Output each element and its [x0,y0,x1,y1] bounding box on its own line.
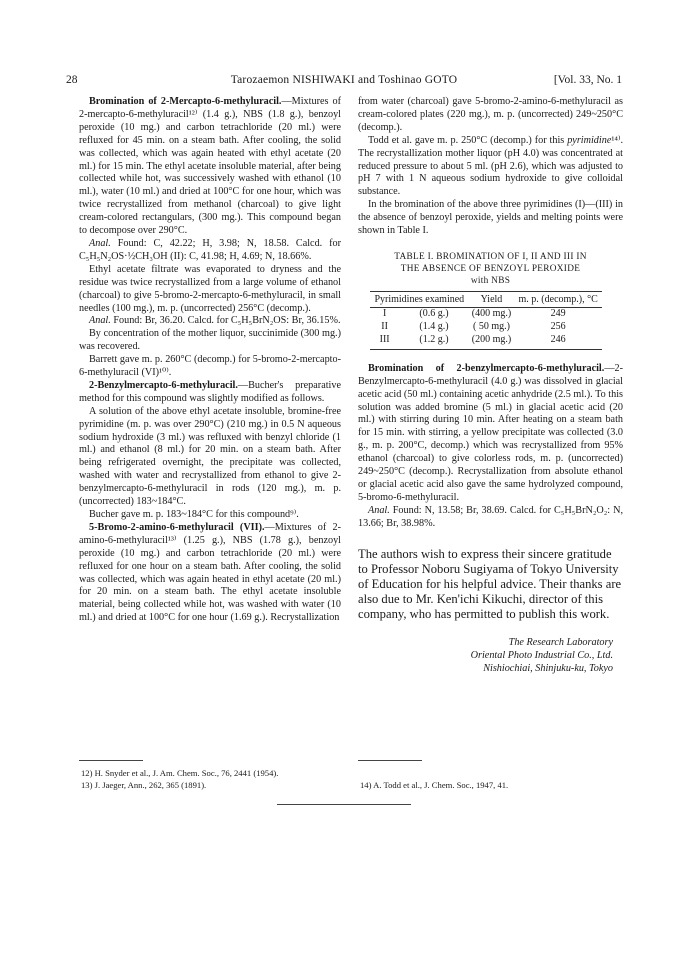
table-row: I (0.6 g.) (400 mg.) 249 [382,308,566,320]
running-title: Tarozaemon NISHIWAKI and Toshinao GOTO [230,74,458,86]
footnotes-left [81,768,343,791]
volume-info: [Vol. 33, No. 1 [553,74,622,86]
section-heading: Bromination of 2-benzylmercapto-6-methyluracil. [368,362,605,374]
paragraph: Ethyl acetate filtrate was evaporated to dryness and the residue was twice recrystallized from a large volume of ethanol (charcoal) to give 5-bromo-2-mercapto-6-methyluracil, in small needles (100 mg.), m. p. (uncorrected) 256°C (decomp.). [79,263,341,314]
section-heading: Bromination of 2-Mercapto-6-methyluracil. [89,96,282,107]
paragraph: A solution of the above ethyl acetate insoluble, bromine-free pyrimidine (m. p. was over 290°C) (210 mg.) in 0.5 N aqueous sodium hydroxide (3 ml.) was refluxed with benzyl chloride (1 ml.) and ethanol (8 ml.) for 20 min. on a steam bath. After being refrigerated overnight, the precipitate was collected, washed with water and recrystallized from ethanol to give 2-benzylmercapto-6-methyluracil in rods (120 mg.), m. p. (uncorrected) 183~184°C. [79,405,341,508]
affiliation: The Research Laboratory Oriental Photo Industrial Co., Ltd. Nishiochiai, Shinjuku-ku, Tokyo [470,637,613,675]
column-header: Pyrimidines examined [370,291,469,308]
section-heading: 2-Benzylmercapto-6-methyluracil. [89,379,238,391]
paragraph: Anal. Found: Br, 36.20. Calcd. for C₅H₅BrN₂OS: Br, 36.15%. [89,315,341,327]
acknowledgement: The authors wish to express their sincere gratitude to Professor Noboru Sugiyama of Tokyo University of Education for his helpful advice. Their thanks are also due to Mr. Ken'ichi Kikuchi, director of this company, who has permitted to publish this work. [358,546,622,622]
paragraph: from water (charcoal) gave 5-bromo-2-amino-6-methyluracil as cream-colored plates (220 mg.), m. p. (uncorrected) 249~250°C (decomp.). [358,96,623,133]
data-table [370,291,602,350]
end-rule [277,804,411,805]
column-header: m. p. (decomp.), °C [514,291,602,308]
paragraph: Bromination of 2-Mercapto-6-methyluracil.—Mixtures of 2-mercapto-6-methyluracil¹²⁾ (1.4 g.), NBS (1.8 g.), benzoyl peroxide (10 mg.) and carbon tetrachloride (20 ml.) were refluxed for 45 min. on a steam bath. After cooling, the solid was collected, which was again heated with ethyl acetate (20 ml.) for 15 min. The ethyl acetate insoluble material, after being collected while hot, was successively washed with ethanol (10 ml.), water (10 ml.) and dried at 100°C for one hour, which was twice recrystallized from methanol (charcoal) to give light cream-colored rectangulars, (300 mg.). This compound began to decompose over 290°C. [79,96,341,237]
column-header: Yield [469,291,515,308]
table-row: II (1.4 g.) ( 50 mg.) 256 [381,321,566,333]
paragraph: Anal. Found: N, 13.58; Br, 38.69. Calcd. for C₅H₅BrN₂O₂: N, 13.66; Br, 38.98%. [358,504,623,529]
table-header-row [370,291,602,308]
paragraph: By concentration of the mother liquor, succinimide (300 mg.) was recovered. [79,328,341,353]
paragraph: Todd et al. gave m. p. 250°C (decomp.) for this pyrimidine¹⁴⁾. The recrystallization mother liquor (pH 4.0) was concentrated at reduced pressure to about 5 ml. (pH 2.6), which was adjusted to pH 7 with 1 N aqueous sodium hydroxide to give colloidal substance. [358,134,623,198]
footnote-rule [358,760,422,761]
paragraph: Bucher gave m. p. 183~184°C for this compound⁹⁾. [89,509,299,520]
footnotes-right [360,780,622,792]
table-row: III (1.2 g.) (200 mg.) 246 [370,334,602,349]
footnote-rule [79,760,143,761]
footnote: 13) J. Jaeger, Ann., 262, 365 (1891). [81,779,207,790]
paragraph: Anal. Found: C, 42.22; H, 3.98; N, 18.58. Calcd. for C₅H₅N₂OS·½CH₃OH (II): C, 41.98; H, 4.69; N, 18.66%. [79,237,341,262]
paragraph: In the bromination of the above three pyrimidines (I)—(III) in the absence of benzoyl peroxide, yields and melting points were shown in Table I. [358,199,623,237]
table-caption: TABLE I. BROMINATION OF I, II AND III IN THE ABSENCE OF BENZOYL PEROXIDE with NBS [394,251,587,286]
footnote: 12) H. Snyder et al., J. Am. Chem. Soc., 76, 2441 (1954). [81,768,279,778]
paragraph: Barrett gave m. p. 260°C (decomp.) for 5-bromo-2-mercapto-6-methyluracil (VI)¹⁰⁾. [79,354,341,379]
footnote: 14) A. Todd et al., J. Chem. Soc., 1947, 41. [360,780,509,790]
paragraph: 5-Bromo-2-amino-6-methyluracil (VII).—Mixtures of 2-amino-6-methyluracil¹³⁾ (1.25 g.), NBS (1.78 g.), benzoyl peroxide (10 mg.) and carbon tetrachloride (20 ml.) were refluxed for one hour on a steam bath. After cooling, the solid was collected, which was again heated in ethyl acetate (20 ml.) for 20 min. on a steam bath. The ethyl acetate insoluble material, being collected while hot, was washed with water (10 ml.) and dried at 100°C for one hour (1.69 g.). Recrystallization [79,521,341,624]
paragraph: 2-Benzylmercapto-6-methyluracil.—Bucher's preparative method for this compound was slightly modified as follows. [79,379,341,404]
page-number: 28 [66,74,78,86]
page-header [66,74,622,88]
right-column [358,96,623,675]
section-heading: 5-Bromo-2-amino-6-methyluracil (VII). [89,521,265,533]
left-column [79,96,341,625]
paragraph: Bromination of 2-benzylmercapto-6-methyluracil.—2-Benzylmercapto-6-methyluracil (4.0 g.) was dissolved in glacial acetic acid (50 ml.) containing acetic anhydride (2.5 ml.). To this solution was added bromine (5 ml.) in glacial acetic acid (20 ml.) with stirring during 10 min. After heating on a steam bath for 15 min. with stirring, a yellow precipitate was collected (3.0 g., m. p. 200°C, decomp.) which was recrystallized from 95% ethanol (charcoal) to give colorless rods, m. p. (uncorrected) 249~250°C (decomp.). Recrystallization from absolute ethanol or glacial acetic acid also gave the same hydrolyzed compound, 5-bromo-6-methyluracil. [358,362,623,503]
